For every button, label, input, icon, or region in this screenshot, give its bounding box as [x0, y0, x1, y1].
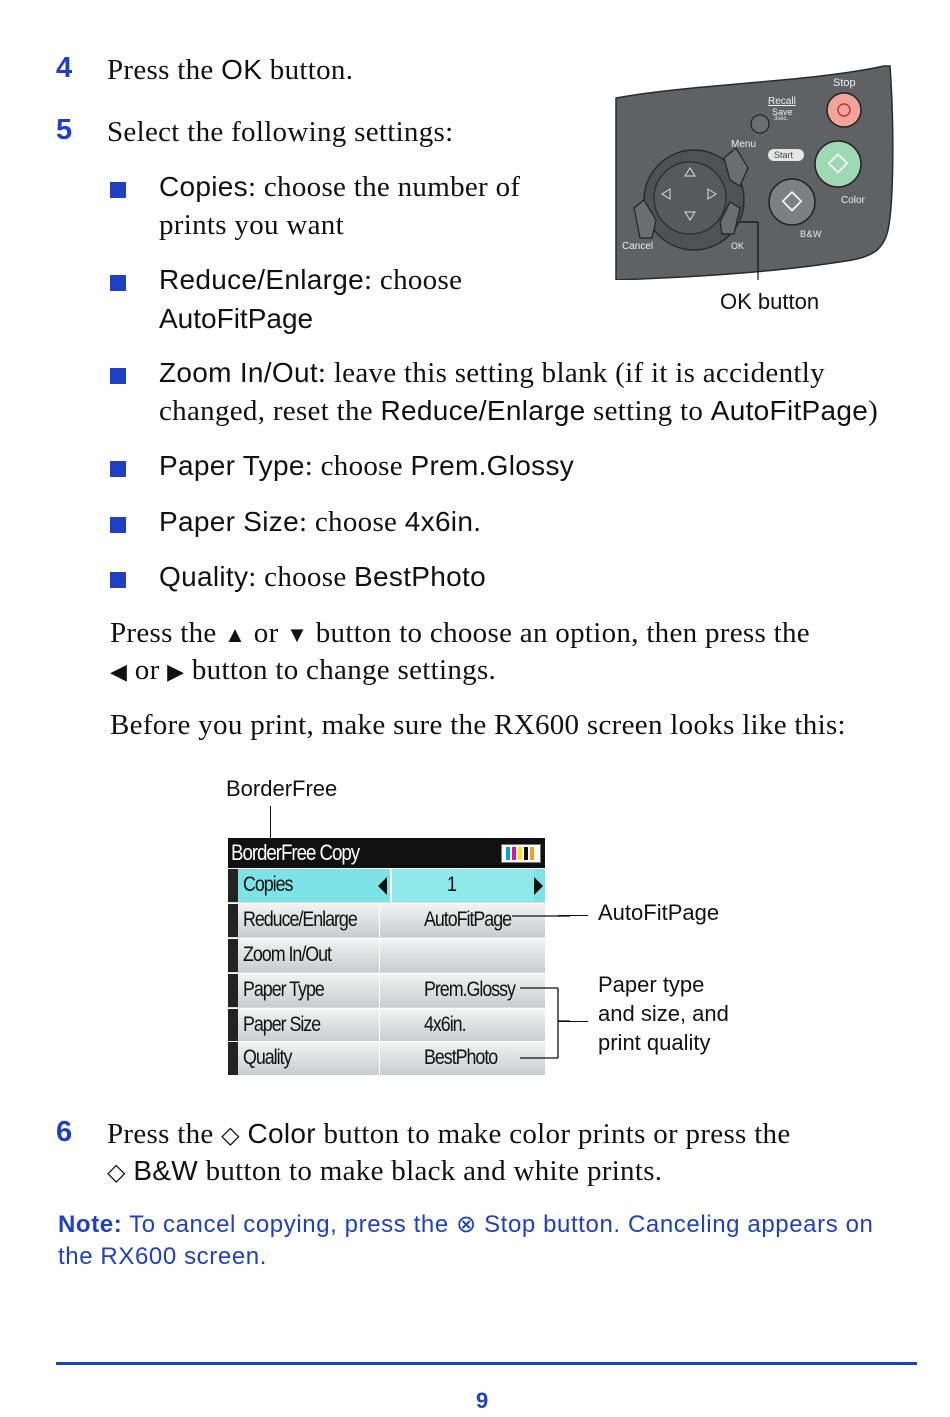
- control-panel-illustration: [612, 62, 894, 280]
- color-term: Color: [247, 1118, 316, 1149]
- color-start-icon: ◇: [221, 1122, 240, 1149]
- row-marker: [228, 869, 238, 902]
- note-line1: [58, 1210, 873, 1239]
- row-marker: [228, 1009, 238, 1042]
- bullet-marker: [110, 517, 126, 533]
- zoom-line2: [159, 395, 878, 428]
- save-sub-label: 3sec.: [774, 116, 789, 122]
- lcd-screen: [228, 838, 545, 1074]
- lcd-callout-lines: [500, 900, 570, 1070]
- copies-line2: prints you want: [159, 209, 344, 241]
- bullet-marker: [110, 182, 126, 198]
- paper-type-mid: : choose: [304, 450, 411, 482]
- dpad: [654, 162, 726, 234]
- bw-label: B&W: [800, 229, 823, 239]
- paper-type-line: [159, 450, 574, 483]
- color-button-shape: [815, 141, 861, 187]
- step-4-text: [107, 54, 353, 87]
- lcd-title: BorderFree Copy: [231, 840, 360, 865]
- paper-type-value: Prem.Glossy: [410, 450, 575, 481]
- reduce-enlarge-ref: Reduce/Enlarge: [380, 395, 586, 426]
- paper-size-line: [159, 506, 481, 539]
- stop-label: Stop: [833, 77, 856, 89]
- footer-rule: [56, 1362, 917, 1365]
- borderfree-callout: BorderFree: [226, 776, 338, 801]
- press-line-2: [110, 654, 496, 687]
- lcd-right-arrow-icon: [534, 877, 543, 895]
- reduce-term: Reduce/Enlarge: [159, 264, 364, 295]
- step6-b: button to make color prints or press the: [315, 1118, 791, 1150]
- quality-mid: : choose: [248, 561, 355, 593]
- copies-term: Copies: [159, 171, 248, 202]
- control-panel-drawing: [612, 62, 894, 280]
- row-marker: [228, 904, 238, 937]
- ok-label: OK: [731, 241, 745, 251]
- press1-b: or: [246, 617, 287, 649]
- paper-size-mid: : choose: [298, 506, 405, 538]
- note-label: Note:: [58, 1211, 123, 1238]
- ok-button-callout: OK button: [720, 289, 820, 314]
- quality-term: Quality: [159, 561, 249, 592]
- paper-callout-line2: and size, and: [598, 1001, 729, 1026]
- zoom-line2e: ): [868, 395, 879, 427]
- paper-callout-line3: print quality: [598, 1030, 711, 1055]
- up-arrow-icon: ▲: [224, 622, 247, 647]
- row-marker: [228, 1042, 238, 1075]
- recall-button-shape: [751, 115, 769, 133]
- quality-value: BestPhoto: [354, 561, 486, 592]
- step-number-5: 5: [56, 114, 73, 146]
- note-line2: the RX600 screen.: [58, 1243, 267, 1270]
- bullet-marker: [110, 275, 126, 291]
- bullet-marker: [110, 461, 126, 477]
- color-label: Color: [841, 195, 865, 206]
- lcd-value-box: [390, 869, 534, 902]
- lcd-row-value: AutoFitPage: [424, 908, 512, 931]
- down-arrow-icon: ▼: [286, 622, 309, 647]
- bw-term: B&W: [133, 1155, 199, 1186]
- copies-desc: : choose the number of: [247, 171, 521, 203]
- right-arrow-icon: ▶: [167, 659, 185, 684]
- borderfree-callout-line: [270, 806, 271, 840]
- lcd-row-copies: [228, 868, 545, 902]
- lcd-row-label: Paper Size: [243, 1013, 321, 1036]
- paper-callout-line1: Paper type: [598, 972, 705, 997]
- start-label: Start: [774, 150, 794, 160]
- stop-button-shape: [827, 93, 861, 127]
- step-5-text: Select the following settings:: [107, 116, 454, 148]
- left-arrow-icon: ◀: [110, 659, 128, 684]
- note-text-b: Stop button. Canceling appears on: [476, 1211, 874, 1238]
- reduce-value: AutoFitPage: [159, 303, 314, 334]
- ok-term: OK: [221, 54, 263, 85]
- recall-label: Recall: [768, 96, 796, 107]
- lcd-row-label: Reduce/Enlarge: [243, 908, 357, 931]
- zoom-line2a: changed, reset the: [159, 395, 381, 427]
- press2-c: button to change settings.: [184, 654, 497, 686]
- zoom-line2c: setting to: [585, 395, 711, 427]
- bw-start-icon: ◇: [107, 1159, 126, 1186]
- press2-b: or: [127, 654, 168, 686]
- lcd-row-value: Prem.Glossy: [424, 978, 515, 1001]
- paper-type-term: Paper Type: [159, 450, 305, 481]
- paper-size-term: Paper Size: [159, 506, 299, 537]
- lcd-row-value: 4x6in.: [424, 1013, 466, 1036]
- lcd-row-value: 1: [447, 873, 456, 896]
- step-number-4: 4: [56, 52, 73, 84]
- lcd-row-label: Paper Type: [243, 978, 324, 1001]
- bullet-marker: [110, 572, 126, 588]
- note-text-a: To cancel copying, press the: [122, 1211, 457, 1238]
- press1-a: Press the: [110, 617, 225, 649]
- zoom-term: Zoom In/Out: [159, 357, 318, 388]
- paper-size-value: 4x6in.: [404, 506, 482, 537]
- lcd-row-reduce: [228, 903, 545, 937]
- reduce-desc: : choose: [364, 264, 463, 296]
- paper-callout-line: [558, 1021, 588, 1022]
- save-label: Save: [772, 107, 793, 117]
- step-4-post: button.: [262, 54, 354, 86]
- step6-a: Press the: [107, 1118, 222, 1150]
- row-marker: [228, 939, 238, 972]
- before-print-text: Before you print, make sure the RX600 screen looks like this:: [110, 709, 846, 741]
- row-marker: [228, 974, 238, 1007]
- copies-line1: [159, 171, 520, 204]
- step-number-6: 6: [56, 1116, 73, 1148]
- lcd-row-label: Quality: [243, 1046, 292, 1069]
- ink-level-icon: [501, 844, 541, 863]
- cancel-label: Cancel: [622, 241, 654, 252]
- step6-c: button to make black and white prints.: [198, 1155, 663, 1187]
- menu-label: Menu: [731, 139, 757, 150]
- lcd-row-zoom: [228, 938, 545, 972]
- press1-c: button to choose an option, then press the: [308, 617, 810, 649]
- lcd-left-arrow-icon: [378, 877, 387, 895]
- autofit-callout-line: [558, 915, 588, 916]
- autofit-ref: AutoFitPage: [710, 395, 869, 426]
- step-6-line2: [107, 1155, 662, 1188]
- lcd-row-label: Zoom In/Out: [243, 943, 331, 966]
- bullet-marker: [110, 368, 126, 384]
- page-number: 9: [476, 1388, 489, 1413]
- lcd-row-quality: [228, 1041, 545, 1075]
- step-4-pre: Press the: [107, 54, 222, 86]
- autofit-callout: AutoFitPage: [598, 900, 720, 925]
- quality-line: [159, 561, 486, 594]
- lcd-row-label: Copies: [243, 873, 293, 896]
- reduce-line1: [159, 264, 462, 297]
- lcd-row-paper-size: [228, 1008, 545, 1042]
- lcd-row-value: BestPhoto: [424, 1046, 498, 1069]
- press-line-1: [110, 617, 810, 650]
- stop-icon: ⊗: [456, 1211, 477, 1238]
- lcd-row-paper-type: [228, 973, 545, 1007]
- bw-button-shape: [769, 179, 815, 225]
- zoom-desc: : leave this setting blank (if it is accidently: [317, 357, 825, 389]
- zoom-line1: [159, 357, 825, 390]
- step-6-line1: [107, 1118, 791, 1151]
